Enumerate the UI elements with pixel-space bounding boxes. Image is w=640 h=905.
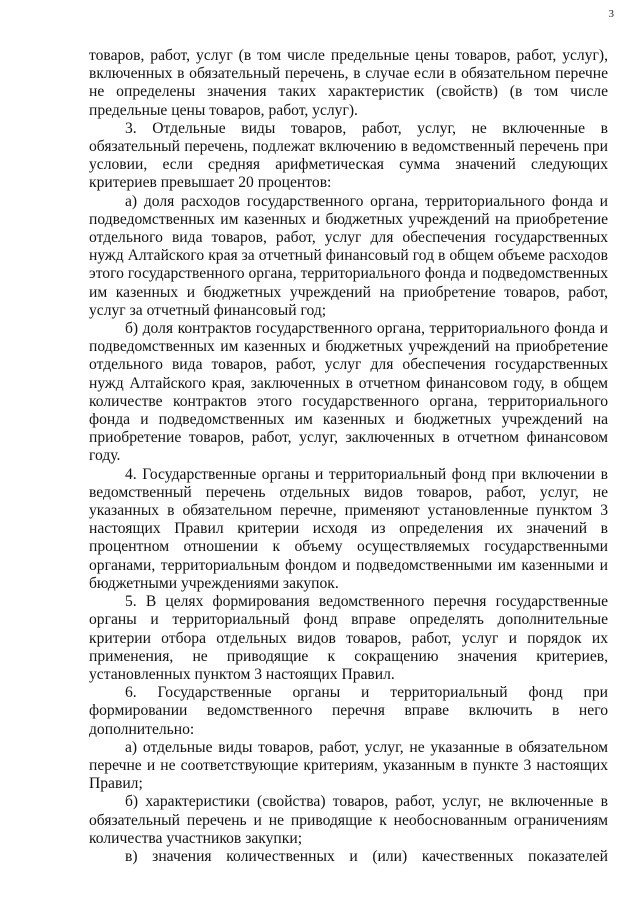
paragraph-item-3b: б) доля контрактов государственного органа, территориального фонда и подведомственных им казенных и бюджетных учреждений на приобретение отдельного вида товаров, работ, услуг для обеспечения государственных нужд Алтайского края, заключенных в отчетном финансовом году, в общем количестве контрактов этого государственного органа, территориального фонда и подведомственных им казенных и бюджетных учреждений на приобретение товаров, работ, услуг, заключенных в отчетном финансовом году. <box>89 320 608 465</box>
paragraph-item-6: 6. Государственные органы и территориальный фонд при формировании ведомственного перечня вправе включить в него дополнительно: <box>89 684 608 738</box>
paragraph-item-5: 5. В целях формирования ведомственного перечня государственные органы и территориальный фонд вправе определять дополнительные критерии отбора отдельных видов товаров, работ, услуг и порядок их применения, не приводящие к сокращению значения критериев, установленных пунктом 3 настоящих Правил. <box>89 593 608 683</box>
paragraph-item-6b: б) характеристики (свойства) товаров, работ, услуг, не включенные в обязательный перечень и не приводящие к необоснованным ограничениям количества участников закупки; <box>89 793 608 847</box>
paragraph-item-6v: в) значения количественных и (или) качественных показателей <box>125 847 608 865</box>
paragraph-item-4: 4. Государственные органы и территориальный фонд при включении в ведомственный перечень отдельных видов товаров, работ, услуг, не указанных в обязательном перечне, применяют установленные пунктом 3 настоящих Правил критерии исходя из определения их значений в процентном отношении к объему осуществляемых государственными органами, территориальным фондом и подведомственными им казенными и бюджетными учреждениями закупок. <box>89 465 608 592</box>
document-body <box>89 47 608 866</box>
paragraph-item-3a: а) доля расходов государственного органа, территориального фонда и подведомственных им казенных и бюджетных учреждений на приобретение отдельного вида товаров, работ, услуг для обеспечения государственных нужд Алтайского края за отчетный финансовый год в общем объеме расходов этого государственного органа, территориального фонда и подведомственных им казенных и бюджетных учреждений на приобретение товаров, работ, услуг за отчетный финансовый год; <box>89 192 608 319</box>
paragraph-continuation: товаров, работ, услуг (в том числе предельные цены товаров, работ, услуг), включенных в обязательный перечень, в случае если в обязательном перечне не определены значения таких характеристик (свойств) (в том числе предельные цены товаров, работ, услуг). <box>89 47 608 119</box>
paragraph-item-6a: а) отдельные виды товаров, работ, услуг, не указанные в обязательном перечне и не соответствующие критериям, указанным в пункте 3 настоящих Правил; <box>89 738 608 793</box>
page-number: 3 <box>608 8 614 20</box>
paragraph-item-3: 3. Отдельные виды товаров, работ, услуг, не включенные в обязательный перечень, подлежат включению в ведомственный перечень при условии, если средняя арифметическая сумма значений следующих критериев превышает 20 процентов: <box>89 119 608 192</box>
